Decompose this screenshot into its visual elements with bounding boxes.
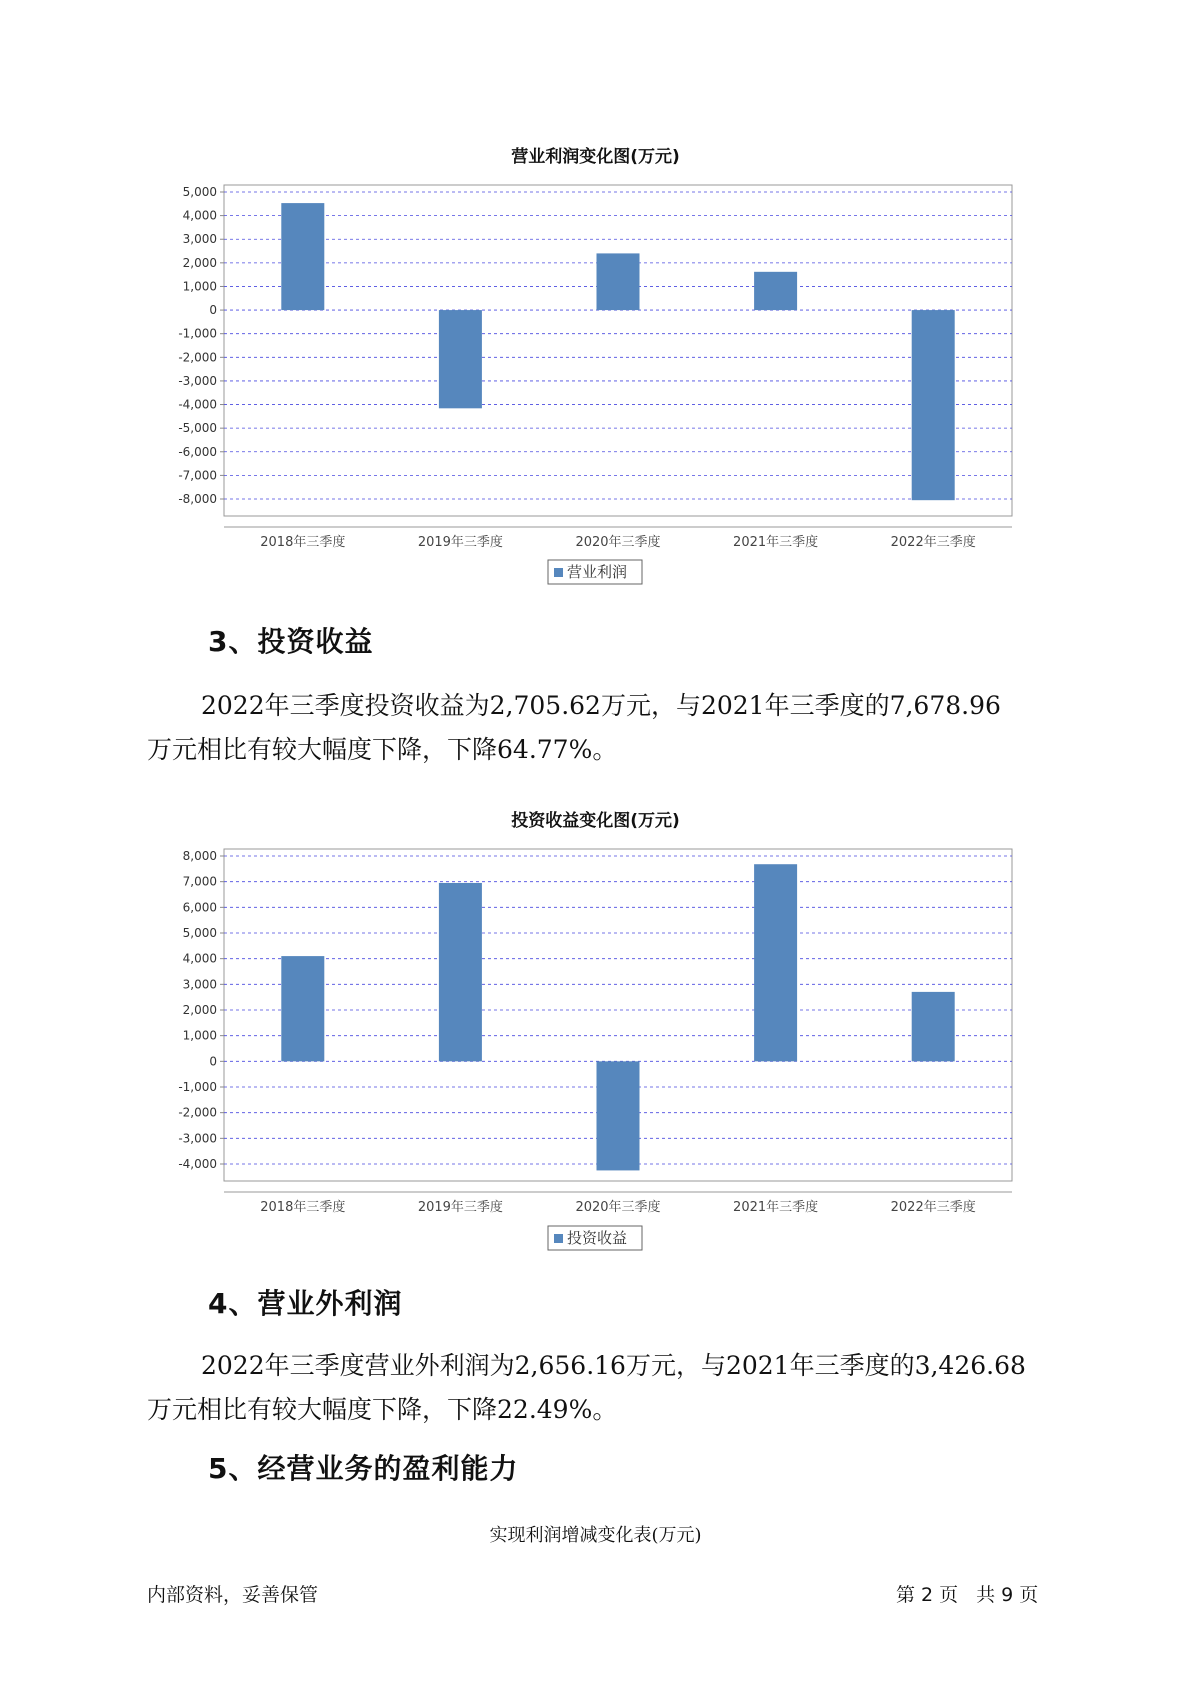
y-tick-label: 8,000 bbox=[182, 849, 217, 863]
y-tick-label: -2,000 bbox=[178, 1105, 217, 1120]
y-tick-label: -6,000 bbox=[178, 444, 217, 459]
y-tick-label: 5,000 bbox=[182, 926, 217, 940]
x-tick-label: 2019年三季度 bbox=[417, 1200, 503, 1215]
y-tick-label: -4,000 bbox=[178, 397, 217, 412]
chart-title-operating-profit: 营业利润变化图(万元) bbox=[511, 147, 680, 167]
legend-swatch bbox=[554, 1234, 563, 1243]
x-tick-label: 2020年三季度 bbox=[575, 535, 661, 550]
bar-投资收益-1 bbox=[439, 883, 482, 1061]
x-tick-label: 2020年三季度 bbox=[575, 1200, 661, 1215]
bar-投资收益-3 bbox=[754, 864, 797, 1061]
table-caption: 实现利润增减变化表(万元) bbox=[489, 1525, 702, 1546]
page-current: 2 bbox=[921, 1584, 934, 1606]
legend-label: 投资收益 bbox=[567, 1229, 628, 1247]
x-tick-label: 2021年三季度 bbox=[733, 1200, 819, 1215]
y-tick-label: 7,000 bbox=[182, 874, 217, 889]
section-4-line-1: 2022年三季度营业外利润为2,656.16万元，与2021年三季度的3,426.68 bbox=[201, 1351, 1026, 1380]
y-tick-label: 4,000 bbox=[182, 208, 217, 223]
y-tick-label: 5,000 bbox=[182, 185, 217, 199]
section-5-heading: 5、经营业务的盈利能力 bbox=[208, 1452, 519, 1485]
y-tick-label: -3,000 bbox=[178, 1131, 217, 1146]
y-tick-label: -1,000 bbox=[178, 326, 217, 341]
x-tick-label: 2021年三季度 bbox=[733, 535, 819, 550]
y-tick-label: -8,000 bbox=[178, 492, 217, 506]
page-suffix: 页 bbox=[1019, 1584, 1039, 1606]
section-4-paragraph bbox=[147, 1344, 1077, 1432]
x-tick-label: 2022年三季度 bbox=[890, 1200, 976, 1215]
chart-title-investment-income: 投资收益变化图(万元) bbox=[511, 811, 680, 831]
y-tick-label: -5,000 bbox=[178, 421, 217, 436]
y-tick-label: -7,000 bbox=[178, 468, 217, 483]
y-tick-label: 3,000 bbox=[182, 232, 217, 247]
page-total: 9 bbox=[1001, 1584, 1014, 1606]
y-tick-label: 0 bbox=[209, 303, 217, 318]
y-tick-label: 2,000 bbox=[182, 1003, 217, 1017]
section-3-line-2: 万元相比有较大幅度下降，下降64.77%。 bbox=[147, 735, 618, 764]
y-tick-label: 6,000 bbox=[182, 900, 217, 915]
section-3-line-1: 2022年三季度投资收益为2,705.62万元，与2021年三季度的7,678.96 bbox=[201, 691, 1001, 720]
bar-投资收益-2 bbox=[597, 1061, 640, 1170]
legend-label: 营业利润 bbox=[567, 563, 628, 581]
x-tick-label: 2022年三季度 bbox=[890, 535, 976, 550]
y-tick-label: -3,000 bbox=[178, 373, 217, 388]
page-prefix: 第 bbox=[896, 1584, 916, 1606]
y-tick-label: 2,000 bbox=[182, 255, 217, 270]
bar-投资收益-4 bbox=[912, 992, 955, 1061]
section-4-heading: 4、营业外利润 bbox=[208, 1287, 403, 1320]
y-tick-label: 1,000 bbox=[182, 279, 217, 294]
x-tick-label: 2018年三季度 bbox=[260, 535, 346, 550]
y-tick-label: -4,000 bbox=[178, 1157, 217, 1171]
y-tick-label: 3,000 bbox=[182, 977, 217, 992]
y-tick-label: -1,000 bbox=[178, 1080, 217, 1094]
section-4-line-2: 万元相比有较大幅度下降，下降22.49%。 bbox=[147, 1395, 618, 1424]
x-tick-label: 2018年三季度 bbox=[260, 1200, 346, 1215]
footer-page-number bbox=[896, 1580, 1044, 1607]
y-tick-label: 1,000 bbox=[182, 1028, 217, 1043]
footer-confidential-note: 内部资料，妥善保管 bbox=[147, 1584, 319, 1606]
y-tick-label: -2,000 bbox=[178, 350, 217, 365]
page-mid: 页 bbox=[939, 1584, 959, 1606]
y-tick-label: 0 bbox=[209, 1054, 217, 1069]
section-3-heading: 3、投资收益 bbox=[208, 625, 374, 658]
bar-投资收益-0 bbox=[281, 956, 324, 1061]
x-tick-label: 2019年三季度 bbox=[417, 535, 503, 550]
y-tick-label: 4,000 bbox=[182, 951, 217, 966]
page-total-prefix: 共 bbox=[976, 1584, 996, 1606]
